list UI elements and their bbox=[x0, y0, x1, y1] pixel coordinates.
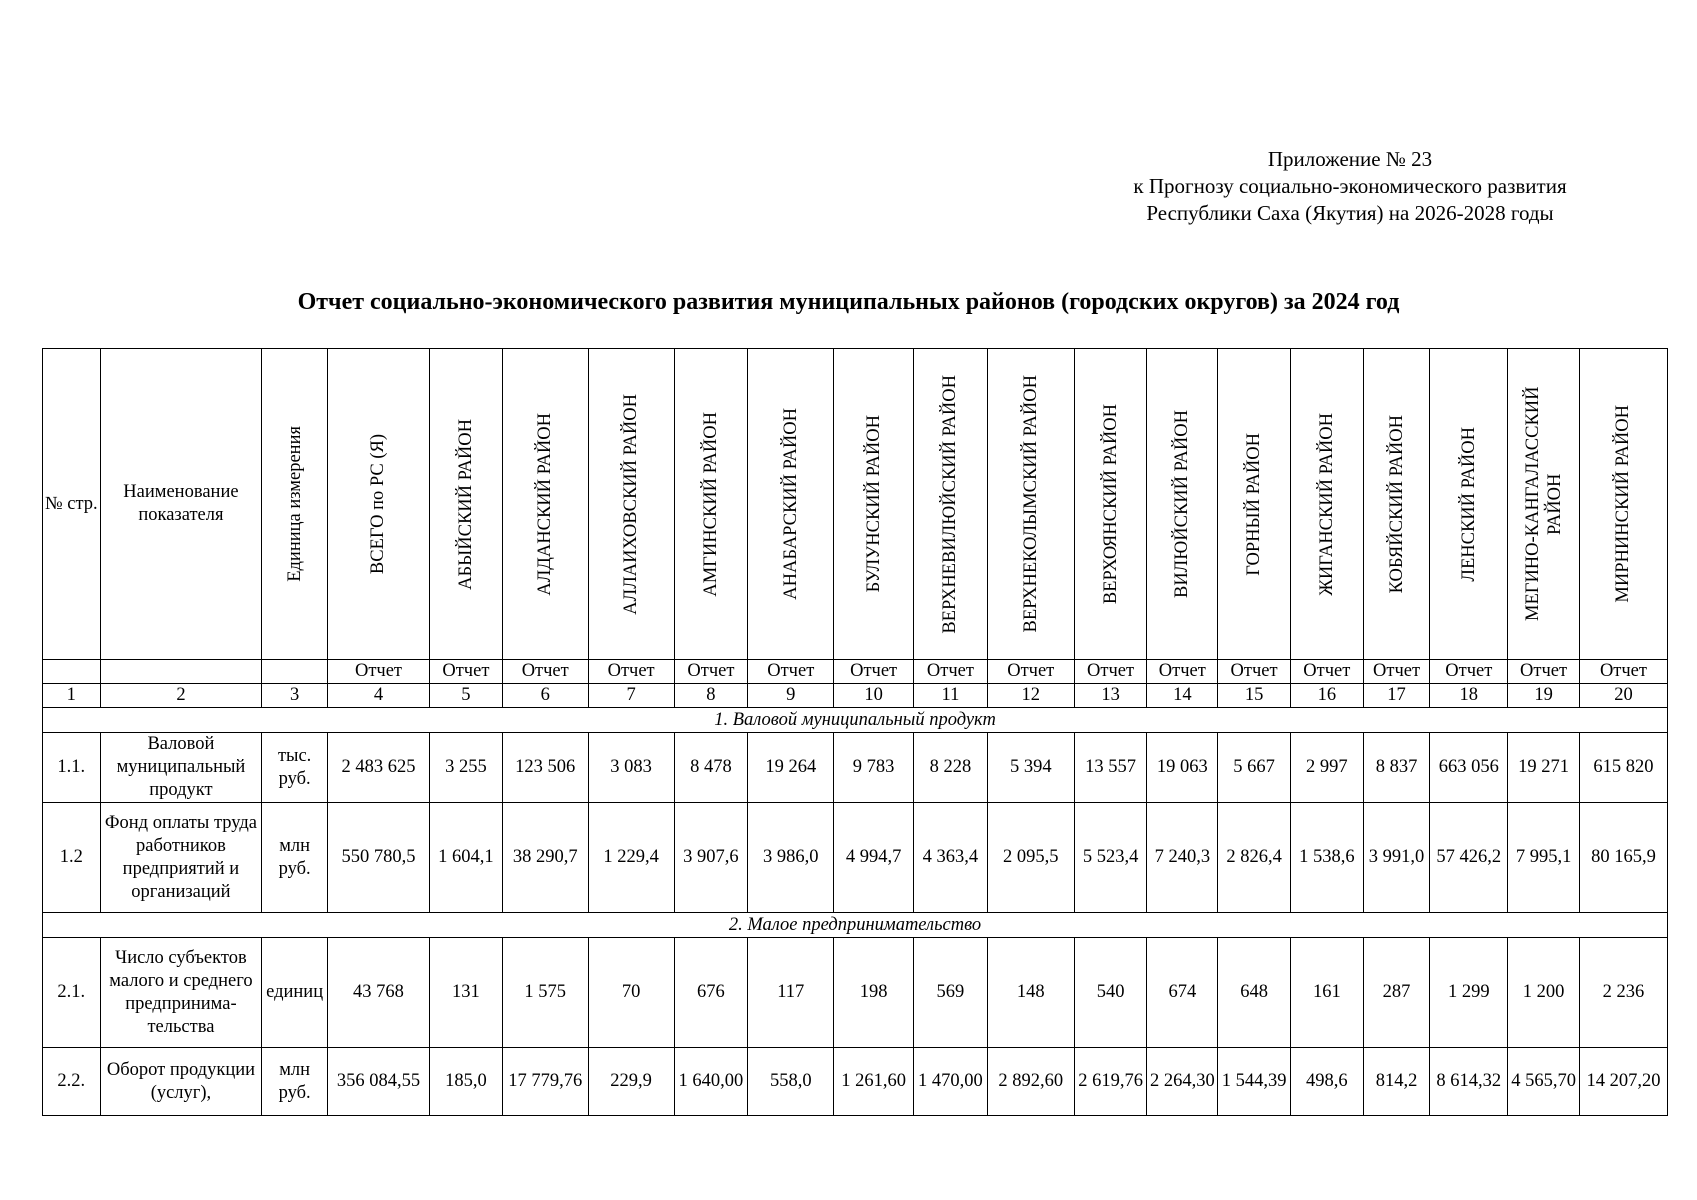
column-number: 2 bbox=[100, 684, 262, 708]
row-number: 1.2 bbox=[43, 803, 101, 913]
row-value: 1 640,00 bbox=[674, 1048, 748, 1116]
header-region-label: ЖИГАНСКИЙ РАЙОН bbox=[1316, 412, 1337, 596]
row-value: 3 986,0 bbox=[748, 803, 834, 913]
header-region-wrap bbox=[748, 349, 833, 659]
header-region bbox=[674, 349, 748, 660]
column-number: 1 bbox=[43, 684, 101, 708]
table-row bbox=[43, 733, 1668, 803]
header-region-label: МИРНИНСКИЙ РАЙОН bbox=[1613, 405, 1634, 603]
column-number: 18 bbox=[1430, 684, 1508, 708]
column-number: 9 bbox=[748, 684, 834, 708]
report-label: Отчет bbox=[1430, 660, 1508, 684]
row-value: 540 bbox=[1074, 938, 1147, 1048]
report-label: Отчет bbox=[914, 660, 988, 684]
header-region bbox=[430, 349, 503, 660]
row-value: 356 084,55 bbox=[327, 1048, 429, 1116]
header-region bbox=[1430, 349, 1508, 660]
header-region-label: КОБЯЙСКИЙ РАЙОН bbox=[1386, 414, 1407, 594]
header-region bbox=[1290, 349, 1363, 660]
table-row bbox=[43, 803, 1668, 913]
row-value: 676 bbox=[674, 938, 748, 1048]
header-region-label: БУЛУНСКИЙ РАЙОН bbox=[863, 415, 884, 593]
row-value: 1 229,4 bbox=[588, 803, 674, 913]
header-region-label: АБЫЙСКИЙ РАЙОН bbox=[455, 418, 476, 590]
header-region bbox=[748, 349, 834, 660]
row-value: 70 bbox=[588, 938, 674, 1048]
report-table bbox=[42, 348, 1668, 1116]
header-region bbox=[1363, 349, 1430, 660]
header-region-label: ВЕРХНЕКОЛЫМСКИЙ РАЙОН bbox=[1020, 375, 1041, 633]
row-value: 198 bbox=[834, 938, 914, 1048]
header-num: № стр. bbox=[43, 349, 101, 660]
header-region-wrap bbox=[1291, 349, 1363, 659]
header-region-wrap bbox=[834, 349, 913, 659]
row-unit: млн руб. bbox=[262, 1048, 328, 1116]
row-value: 648 bbox=[1218, 938, 1291, 1048]
column-number: 15 bbox=[1218, 684, 1291, 708]
header-region bbox=[327, 349, 429, 660]
column-number: 11 bbox=[914, 684, 988, 708]
header-region bbox=[1074, 349, 1147, 660]
row-unit: единиц bbox=[262, 938, 328, 1048]
report-label: Отчет bbox=[1290, 660, 1363, 684]
header-region bbox=[914, 349, 988, 660]
header-region-label: ВЕРХНЕВИЛЮЙСКИЙ РАЙОН bbox=[940, 374, 961, 634]
row-value: 4 565,70 bbox=[1508, 1048, 1580, 1116]
header-region-label: АНАБАРСКИЙ РАЙОН bbox=[780, 408, 801, 600]
column-number: 20 bbox=[1579, 684, 1667, 708]
report-label: Отчет bbox=[834, 660, 914, 684]
row-value: 498,6 bbox=[1290, 1048, 1363, 1116]
section-title: 2. Малое предпринимательство bbox=[43, 913, 1668, 938]
header-region-wrap bbox=[1075, 349, 1147, 659]
header-region-wrap bbox=[1218, 349, 1290, 659]
report-label: Отчет bbox=[502, 660, 588, 684]
report-label: Отчет bbox=[1147, 660, 1218, 684]
header-region-wrap bbox=[1430, 349, 1507, 659]
header-region-wrap bbox=[328, 349, 429, 659]
row-value: 663 056 bbox=[1430, 733, 1508, 803]
row-value: 814,2 bbox=[1363, 1048, 1430, 1116]
row-value: 1 575 bbox=[502, 938, 588, 1048]
row-value: 185,0 bbox=[430, 1048, 503, 1116]
row-value: 57 426,2 bbox=[1430, 803, 1508, 913]
appendix-note bbox=[1090, 146, 1610, 227]
row-value: 43 768 bbox=[327, 938, 429, 1048]
header-region-wrap bbox=[1508, 349, 1579, 659]
header-region-label: ЛЕНСКИЙ РАЙОН bbox=[1458, 426, 1479, 582]
row-value: 5 667 bbox=[1218, 733, 1291, 803]
row-value: 2 997 bbox=[1290, 733, 1363, 803]
report-label: Отчет bbox=[1218, 660, 1291, 684]
header-region-label: МЕГИНО-КАНГАЛАССКИЙ РАЙОН bbox=[1522, 386, 1565, 622]
row-value: 1 261,60 bbox=[834, 1048, 914, 1116]
row-value: 1 538,6 bbox=[1290, 803, 1363, 913]
row-value: 1 299 bbox=[1430, 938, 1508, 1048]
header-unit bbox=[262, 349, 328, 660]
column-number: 3 bbox=[262, 684, 328, 708]
report-label: Отчет bbox=[588, 660, 674, 684]
header-region-wrap bbox=[675, 349, 748, 659]
report-label: Отчет bbox=[987, 660, 1074, 684]
row-value: 615 820 bbox=[1579, 733, 1667, 803]
row-value: 3 907,6 bbox=[674, 803, 748, 913]
appendix-line-1: Приложение № 23 bbox=[1267, 147, 1433, 171]
empty-cell bbox=[100, 660, 262, 684]
row-value: 80 165,9 bbox=[1579, 803, 1667, 913]
row-unit: тыс. руб. bbox=[262, 733, 328, 803]
row-value: 161 bbox=[1290, 938, 1363, 1048]
row-value: 8 478 bbox=[674, 733, 748, 803]
header-region bbox=[1218, 349, 1291, 660]
report-label: Отчет bbox=[748, 660, 834, 684]
row-value: 2 826,4 bbox=[1218, 803, 1291, 913]
row-value: 117 bbox=[748, 938, 834, 1048]
row-unit: млн руб. bbox=[262, 803, 328, 913]
header-region bbox=[1147, 349, 1218, 660]
row-value: 5 523,4 bbox=[1074, 803, 1147, 913]
row-value: 3 255 bbox=[430, 733, 503, 803]
row-value: 2 264,30 bbox=[1147, 1048, 1218, 1116]
header-region-wrap bbox=[914, 349, 987, 659]
column-number: 16 bbox=[1290, 684, 1363, 708]
row-value: 287 bbox=[1363, 938, 1430, 1048]
row-value: 2 892,60 bbox=[987, 1048, 1074, 1116]
row-value: 19 271 bbox=[1508, 733, 1580, 803]
row-value: 19 264 bbox=[748, 733, 834, 803]
row-value: 2 095,5 bbox=[987, 803, 1074, 913]
header-region-wrap bbox=[1147, 349, 1217, 659]
header-region-wrap bbox=[430, 349, 502, 659]
section-header-row bbox=[43, 913, 1668, 938]
header-region-label: АЛЛАИХОВСКИЙ РАЙОН bbox=[621, 393, 642, 615]
section-title: 1. Валовой муниципальный продукт bbox=[43, 708, 1668, 733]
report-label: Отчет bbox=[1579, 660, 1667, 684]
column-number: 7 bbox=[588, 684, 674, 708]
row-value: 7 240,3 bbox=[1147, 803, 1218, 913]
row-value: 7 995,1 bbox=[1508, 803, 1580, 913]
row-value: 229,9 bbox=[588, 1048, 674, 1116]
row-value: 8 228 bbox=[914, 733, 988, 803]
header-row bbox=[43, 349, 1668, 660]
report-label: Отчет bbox=[1508, 660, 1580, 684]
row-value: 1 604,1 bbox=[430, 803, 503, 913]
table-row bbox=[43, 1048, 1668, 1116]
header-region bbox=[502, 349, 588, 660]
row-value: 14 207,20 bbox=[1579, 1048, 1667, 1116]
row-value: 5 394 bbox=[987, 733, 1074, 803]
column-number: 13 bbox=[1074, 684, 1147, 708]
report-label: Отчет bbox=[674, 660, 748, 684]
row-value: 8 837 bbox=[1363, 733, 1430, 803]
row-value: 123 506 bbox=[502, 733, 588, 803]
row-value: 131 bbox=[430, 938, 503, 1048]
header-unit-wrap bbox=[262, 349, 327, 659]
section-header-row bbox=[43, 708, 1668, 733]
column-number: 14 bbox=[1147, 684, 1218, 708]
column-number: 10 bbox=[834, 684, 914, 708]
column-number: 17 bbox=[1363, 684, 1430, 708]
header-region-wrap bbox=[1580, 349, 1667, 659]
header-region-wrap bbox=[503, 349, 588, 659]
header-name: Наименование показателя bbox=[100, 349, 262, 660]
row-value: 569 bbox=[914, 938, 988, 1048]
row-value: 9 783 bbox=[834, 733, 914, 803]
row-value: 2 236 bbox=[1579, 938, 1667, 1048]
header-region-label: АМГИНСКИЙ РАЙОН bbox=[700, 411, 721, 597]
header-region bbox=[1508, 349, 1580, 660]
row-value: 4 994,7 bbox=[834, 803, 914, 913]
header-region-wrap bbox=[988, 349, 1074, 659]
column-number: 19 bbox=[1508, 684, 1580, 708]
header-region bbox=[834, 349, 914, 660]
row-value: 19 063 bbox=[1147, 733, 1218, 803]
header-unit-label: Единица измерения bbox=[284, 426, 305, 582]
row-value: 558,0 bbox=[748, 1048, 834, 1116]
header-region bbox=[1579, 349, 1667, 660]
row-value: 38 290,7 bbox=[502, 803, 588, 913]
empty-cell bbox=[43, 660, 101, 684]
report-label: Отчет bbox=[1363, 660, 1430, 684]
header-region bbox=[987, 349, 1074, 660]
row-value: 1 200 bbox=[1508, 938, 1580, 1048]
header-region-label: ВСЕГО по РС (Я) bbox=[368, 433, 389, 575]
document-title: Отчет социально-экономического развития муниципальных районов (городских округов) за 2024 год bbox=[297, 289, 1400, 315]
row-value: 1 470,00 bbox=[914, 1048, 988, 1116]
row-indicator-name: Оборот продукции (услуг), bbox=[100, 1048, 262, 1116]
row-value: 2 619,76 bbox=[1074, 1048, 1147, 1116]
row-value: 148 bbox=[987, 938, 1074, 1048]
column-number: 5 bbox=[430, 684, 503, 708]
header-region-label: АЛДАНСКИЙ РАЙОН bbox=[535, 412, 556, 596]
header-region-wrap bbox=[589, 349, 674, 659]
column-number: 6 bbox=[502, 684, 588, 708]
row-value: 3 991,0 bbox=[1363, 803, 1430, 913]
header-region-label: ВИЛЮЙСКИЙ РАЙОН bbox=[1172, 409, 1193, 598]
appendix-line-2: к Прогнозу социально-экономического развития bbox=[1133, 174, 1567, 198]
row-value: 17 779,76 bbox=[502, 1048, 588, 1116]
header-region-label: ГОРНЫЙ РАЙОН bbox=[1244, 432, 1265, 576]
column-numbers-row bbox=[43, 684, 1668, 708]
empty-cell bbox=[262, 660, 328, 684]
report-label-row bbox=[43, 660, 1668, 684]
row-number: 2.1. bbox=[43, 938, 101, 1048]
row-value: 3 083 bbox=[588, 733, 674, 803]
column-number: 4 bbox=[327, 684, 429, 708]
row-value: 674 bbox=[1147, 938, 1218, 1048]
report-label: Отчет bbox=[430, 660, 503, 684]
row-value: 1 544,39 bbox=[1218, 1048, 1291, 1116]
row-number: 2.2. bbox=[43, 1048, 101, 1116]
row-value: 550 780,5 bbox=[327, 803, 429, 913]
row-value: 8 614,32 bbox=[1430, 1048, 1508, 1116]
row-value: 2 483 625 bbox=[327, 733, 429, 803]
appendix-line-3: Республики Саха (Якутия) на 2026-2028 годы bbox=[1146, 201, 1554, 225]
column-number: 12 bbox=[987, 684, 1074, 708]
report-label: Отчет bbox=[1074, 660, 1147, 684]
report-label: Отчет bbox=[327, 660, 429, 684]
header-region-wrap bbox=[1364, 349, 1430, 659]
row-indicator-name: Фонд оплаты труда работников предприятий и организаций bbox=[100, 803, 262, 913]
column-number: 8 bbox=[674, 684, 748, 708]
row-value: 13 557 bbox=[1074, 733, 1147, 803]
header-region bbox=[588, 349, 674, 660]
row-indicator-name: Число субъектов малого и среднего предпринима-тельства bbox=[100, 938, 262, 1048]
row-indicator-name: Валовой муниципальный продукт bbox=[100, 733, 262, 803]
table-row bbox=[43, 938, 1668, 1048]
row-number: 1.1. bbox=[43, 733, 101, 803]
header-region-label: ВЕРХОЯНСКИЙ РАЙОН bbox=[1100, 403, 1121, 605]
row-value: 4 363,4 bbox=[914, 803, 988, 913]
